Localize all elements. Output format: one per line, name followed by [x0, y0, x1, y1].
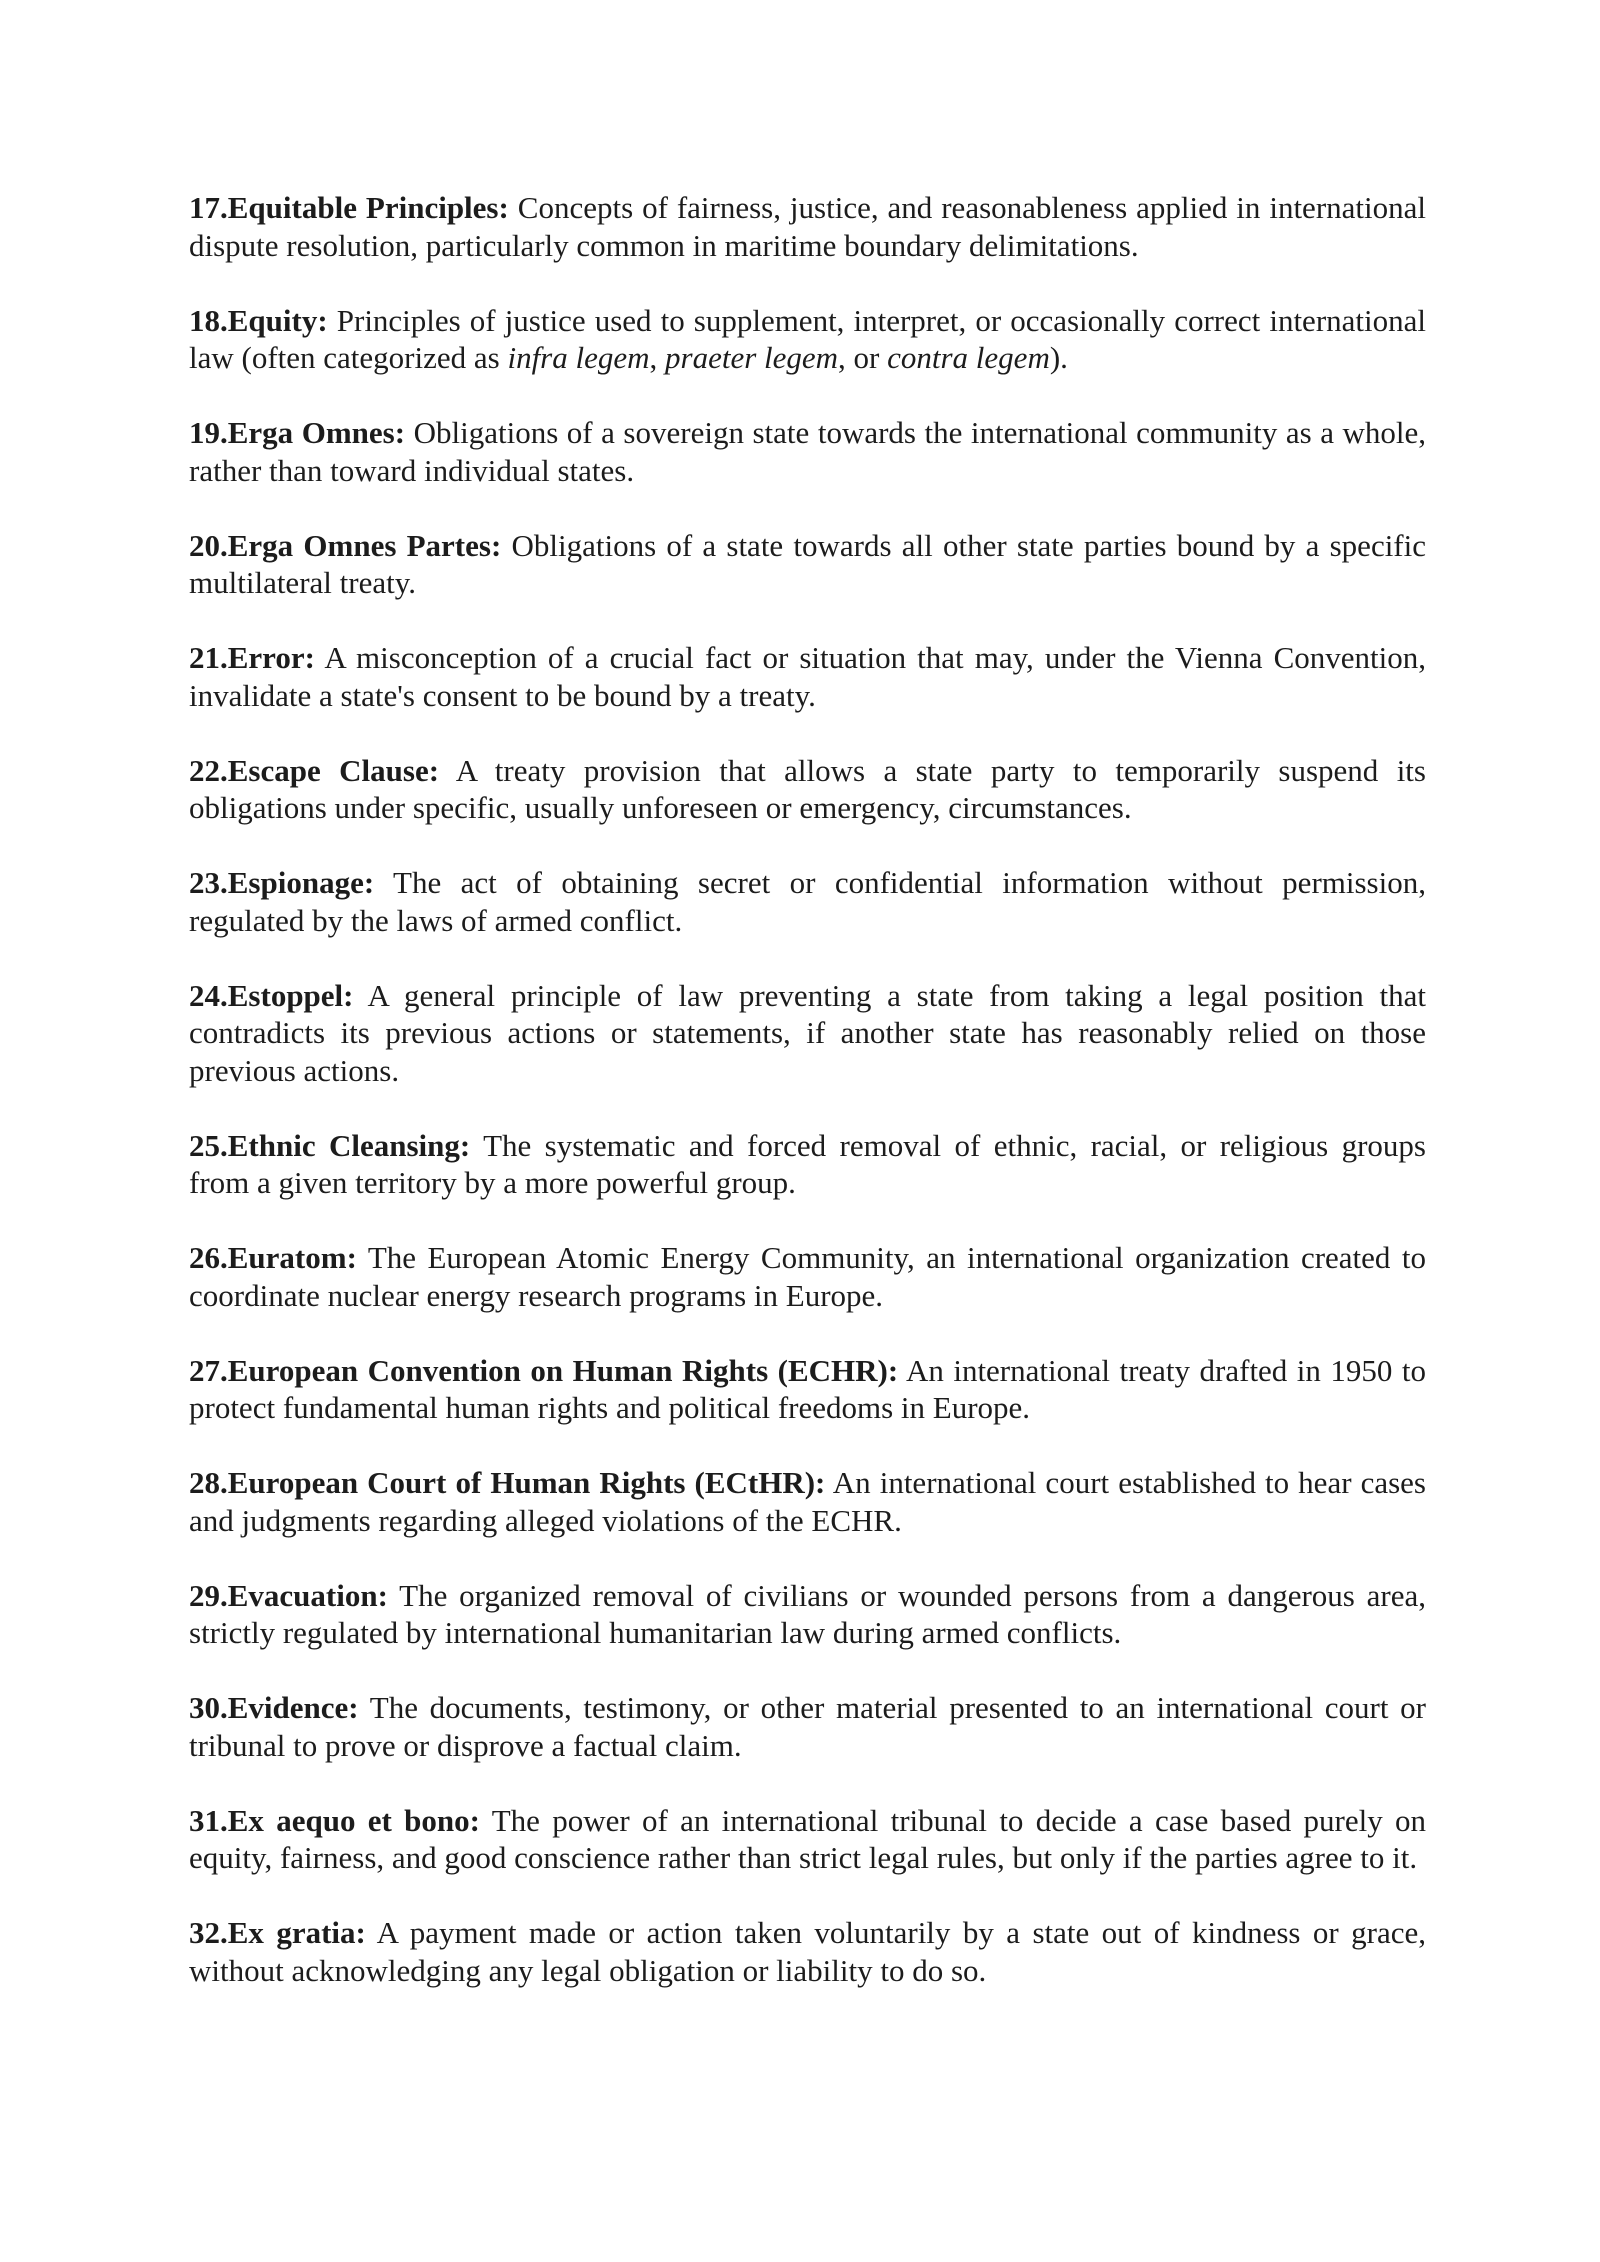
- glossary-entry-30: [189, 1689, 1426, 1764]
- glossary-entry-19: [189, 414, 1426, 489]
- entry-term: [189, 1690, 359, 1725]
- glossary-entry-26: [189, 1239, 1426, 1314]
- entry-term-label: Ethnic Cleansing:: [227, 1127, 471, 1163]
- glossary-entry-20: [189, 527, 1426, 602]
- entry-number: 26.: [189, 1240, 228, 1275]
- entry-term: [189, 1240, 357, 1275]
- entry-definition: [189, 865, 1426, 938]
- entry-definition: [189, 978, 1426, 1088]
- entry-term-label: Escape Clause:: [227, 752, 440, 788]
- entry-number: 30.: [189, 1690, 228, 1725]
- glossary-entry-28: [189, 1464, 1426, 1539]
- entry-term: [189, 1915, 366, 1950]
- entry-term: [189, 865, 374, 900]
- definition-text: ).: [1049, 340, 1068, 375]
- definition-text: A general principle of law preventing a state from taking a legal position that contradicts its previous actions or statements, if another state has reasonably relied on those previous actions.: [189, 977, 1426, 1088]
- entry-term-label: Evacuation:: [227, 1577, 388, 1613]
- entry-term: [189, 415, 405, 450]
- definition-text: , or: [838, 340, 888, 375]
- entry-term-label: Equity:: [227, 302, 328, 338]
- entry-term-label: European Court of Human Rights (ECtHR):: [227, 1465, 826, 1500]
- entry-term: [189, 640, 315, 675]
- glossary-entry-18: [189, 302, 1426, 377]
- entry-term: [189, 190, 509, 225]
- entry-number: 27.: [189, 1352, 228, 1388]
- entry-number: 18.: [189, 302, 228, 338]
- definition-text: An international court established to hear cases and judgments regarding alleged violations of the ECHR.: [189, 1465, 1427, 1538]
- entry-term-label: European Convention on Human Rights (ECHR):: [227, 1352, 899, 1388]
- entry-number: 21.: [189, 640, 228, 675]
- entry-term-label: Error:: [227, 640, 315, 675]
- entry-definition: [189, 1690, 1426, 1763]
- entry-number: 22.: [189, 752, 228, 788]
- latin-term: praeter legem: [665, 340, 839, 375]
- definition-text: The European Atomic Energy Community, an international organization created to coordinate nuclear energy research programs in Europe.: [189, 1240, 1426, 1313]
- entry-term-label: Espionage:: [227, 865, 375, 900]
- entry-definition: [189, 1240, 1426, 1313]
- definition-text: A misconception of a crucial fact or situation that may, under the Vienna Convention, invalidate a state's consent to be bound by a treaty.: [189, 640, 1426, 713]
- glossary-entry-27: [189, 1352, 1426, 1427]
- entry-number: 31.: [189, 1802, 228, 1838]
- entry-term-label: Euratom:: [227, 1240, 357, 1275]
- entry-term-label: Ex aequo et bono:: [227, 1802, 480, 1838]
- entry-number: 32.: [189, 1915, 228, 1950]
- definition-text: A treaty provision that allows a state party to temporarily suspend its obligations under specific, usually unforeseen or emergency, circumstances.: [189, 752, 1426, 825]
- latin-term: contra legem: [887, 340, 1050, 375]
- definition-text: A payment made or action taken voluntarily by a state out of kindness or grace, without acknowledging any legal obligation or liability to do so.: [189, 1915, 1426, 1988]
- entry-term: [189, 1578, 388, 1613]
- entry-term-label: Equitable Principles:: [227, 190, 509, 225]
- entry-number: 25.: [189, 1127, 228, 1163]
- entry-definition: [189, 1915, 1426, 1988]
- definition-text: The systematic and forced removal of ethnic, racial, or religious groups from a given territory by a more powerful group.: [189, 1127, 1426, 1200]
- entry-number: 19.: [189, 415, 228, 450]
- glossary-entry-21: [189, 639, 1426, 714]
- entry-definition: [189, 640, 1426, 713]
- definition-text: The power of an international tribunal to decide a case based purely on equity, fairness, and good conscience rather than strict legal rules, but only if the parties agree to it.: [189, 1802, 1426, 1875]
- entry-term: [189, 303, 328, 338]
- definition-text: The act of obtaining secret or confidential information without permission, regulated by the laws of armed conflict.: [189, 865, 1426, 938]
- definition-text: Concepts of fairness, justice, and reasonableness applied in international dispute resolution, particularly common in maritime boundary delimitations.: [189, 190, 1426, 263]
- entry-term-label: Ex gratia:: [227, 1915, 366, 1950]
- latin-term: infra legem: [507, 340, 650, 375]
- definition-text: The documents, testimony, or other material presented to an international court or tribunal to prove or disprove a factual claim.: [189, 1690, 1426, 1763]
- glossary-page: [189, 189, 1426, 2027]
- entry-term: [189, 1353, 898, 1388]
- entry-term: [189, 978, 354, 1013]
- entry-number: 28.: [189, 1465, 228, 1500]
- definition-text: An international treaty drafted in 1950 to protect fundamental human rights and political freedoms in Europe.: [189, 1352, 1426, 1425]
- glossary-entry-17: [189, 189, 1426, 264]
- entry-term: [189, 1465, 825, 1500]
- entry-number: 20.: [189, 527, 228, 563]
- entry-term-label: Erga Omnes:: [227, 415, 406, 450]
- entry-term: [189, 528, 501, 563]
- definition-text: ,: [649, 340, 666, 375]
- entry-number: 17.: [189, 190, 228, 225]
- definition-text: Principles of justice used to supplement, interpret, or occasionally correct international law (often categorized as: [189, 302, 1427, 375]
- glossary-entry-25: [189, 1127, 1426, 1202]
- entry-term: [189, 1128, 470, 1163]
- entry-definition: [189, 303, 1426, 376]
- glossary-entry-23: [189, 864, 1426, 939]
- entry-number: 23.: [189, 865, 228, 900]
- glossary-entry-32: [189, 1914, 1426, 1989]
- entry-term: [189, 753, 439, 788]
- glossary-entry-29: [189, 1577, 1426, 1652]
- entry-term-label: Estoppel:: [227, 977, 354, 1013]
- entry-term-label: Erga Omnes Partes:: [227, 527, 502, 563]
- definition-text: Obligations of a sovereign state towards the international community as a whole, rather than toward individual states.: [189, 415, 1427, 488]
- entry-term: [189, 1803, 480, 1838]
- entry-number: 24.: [189, 977, 228, 1013]
- entry-term-label: Evidence:: [227, 1690, 359, 1725]
- glossary-entry-31: [189, 1802, 1426, 1877]
- definition-text: The organized removal of civilians or wounded persons from a dangerous area, strictly regulated by international humanitarian law during armed conflicts.: [189, 1577, 1426, 1650]
- definition-text: Obligations of a state towards all other state parties bound by a specific multilateral treaty.: [189, 527, 1427, 600]
- glossary-entry-22: [189, 752, 1426, 827]
- entry-number: 29.: [189, 1577, 228, 1613]
- glossary-entry-24: [189, 977, 1426, 1090]
